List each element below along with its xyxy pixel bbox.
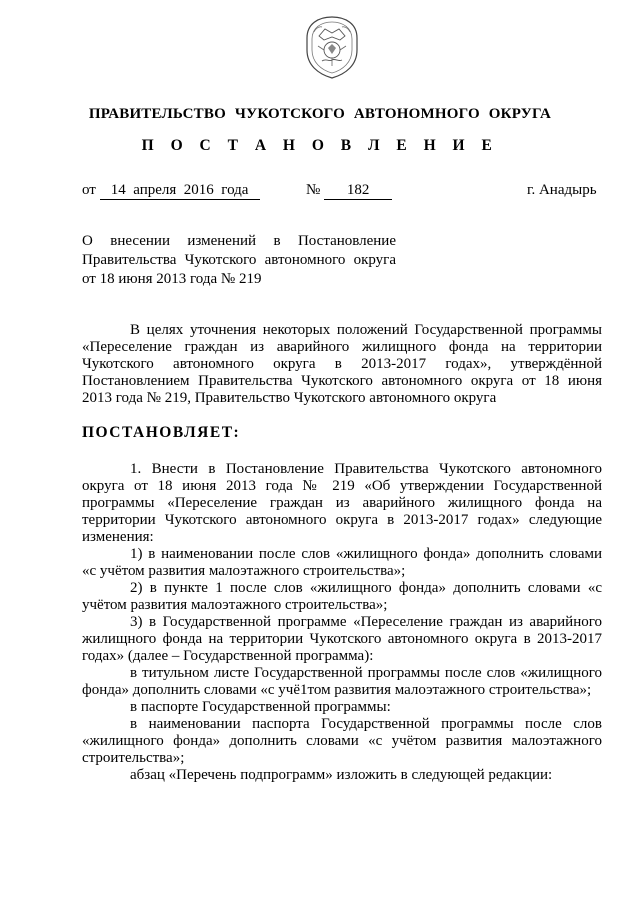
- subpoint-1: [82, 546, 602, 580]
- point-1: [82, 461, 602, 546]
- text-line: 2013 года № 219, Правительство Чукотского автономного округа: [82, 390, 497, 406]
- text-line: в титульном листе Государственной программы после слов «жилищного: [130, 665, 602, 681]
- text-line: в наименовании паспорта Государственной программы после слов: [130, 716, 602, 732]
- text-line: изменения:: [82, 529, 154, 545]
- passport-intro: [82, 699, 602, 716]
- document-subject: [82, 232, 396, 289]
- text-line: округа от 18 июня 2013 года № 219 «Об утверждении Государственной: [82, 478, 602, 494]
- text-line: «Переселение граждан из аварийного жилищного фонда на территории: [82, 339, 602, 355]
- passport-name-paragraph: [82, 716, 602, 767]
- resolve-heading: ПОСТАНОВЛЯЕТ:: [82, 424, 241, 441]
- government-title: ПРАВИТЕЛЬСТВО ЧУКОТСКОГО АВТОНОМНОГО ОКРУГА: [88, 106, 552, 122]
- text-line: абзац «Перечень подпрограмм» изложить в следующей редакции:: [130, 767, 553, 783]
- emblem-icon: [302, 14, 362, 80]
- document-city: г. Анадырь: [527, 182, 597, 198]
- title-sheet-paragraph: [82, 665, 602, 699]
- text-line: 1) в наименовании после слов «жилищного фонда» дополнить словами: [130, 546, 602, 562]
- subpoint-2: [82, 580, 602, 614]
- text-line: строительства»;: [82, 750, 185, 766]
- subject-line: О внесении изменений в Постановление: [82, 233, 396, 249]
- text-line: 1. Внести в Постановление Правительства Чукотского автономного: [130, 461, 602, 477]
- text-line: «жилищного фонда» дополнить словами «с учётом развития малоэтажного: [82, 733, 602, 749]
- number-line: [306, 181, 392, 200]
- text-line: в паспорте Государственной программы:: [130, 699, 391, 715]
- document-number: 182: [324, 182, 392, 200]
- document-date: 14 апреля 2016 года: [100, 182, 260, 200]
- document-type: П О С Т А Н О В Л Е Н И Е: [141, 137, 499, 154]
- subject-line: от 18 июня 2013 года № 219: [82, 271, 262, 287]
- subprograms-paragraph: [82, 767, 602, 784]
- text-line: программы «Переселение граждан из аварийного жилищного фонда на: [82, 495, 602, 511]
- number-prefix: №: [306, 182, 321, 198]
- text-line: территории Чукотского автономного округа в 2013-2017 годах» следующие: [82, 512, 602, 528]
- text-line: фонда» дополнить словами «с учё1том развития малоэтажного строительства»;: [82, 682, 592, 698]
- text-line: 2) в пункте 1 после слов «жилищного фонда» дополнить словами «с: [130, 580, 602, 596]
- text-line: учётом развития малоэтажного строительства»;: [82, 597, 388, 613]
- subpoint-3: [82, 614, 602, 665]
- date-prefix: от: [82, 182, 96, 198]
- text-line: годах» (далее – Государственной программа):: [82, 648, 374, 664]
- subject-line: Правительства Чукотского автономного округа: [82, 252, 396, 268]
- preamble-paragraph: [82, 322, 602, 407]
- text-line: «с учётом развития малоэтажного строительства»;: [82, 563, 406, 579]
- text-line: В целях уточнения некоторых положений Государственной программы: [130, 322, 602, 338]
- text-line: Чукотского автономного округа в 2013-2017 годах», утверждённой: [82, 356, 602, 372]
- text-line: 3) в Государственной программе «Переселение граждан из аварийного: [130, 614, 602, 630]
- text-line: Постановлением Правительства Чукотского автономного округа от 18 июня: [82, 373, 602, 389]
- date-line: [82, 181, 260, 200]
- text-line: жилищного фонда на территории Чукотского автономного округа в 2013-2017: [82, 631, 602, 647]
